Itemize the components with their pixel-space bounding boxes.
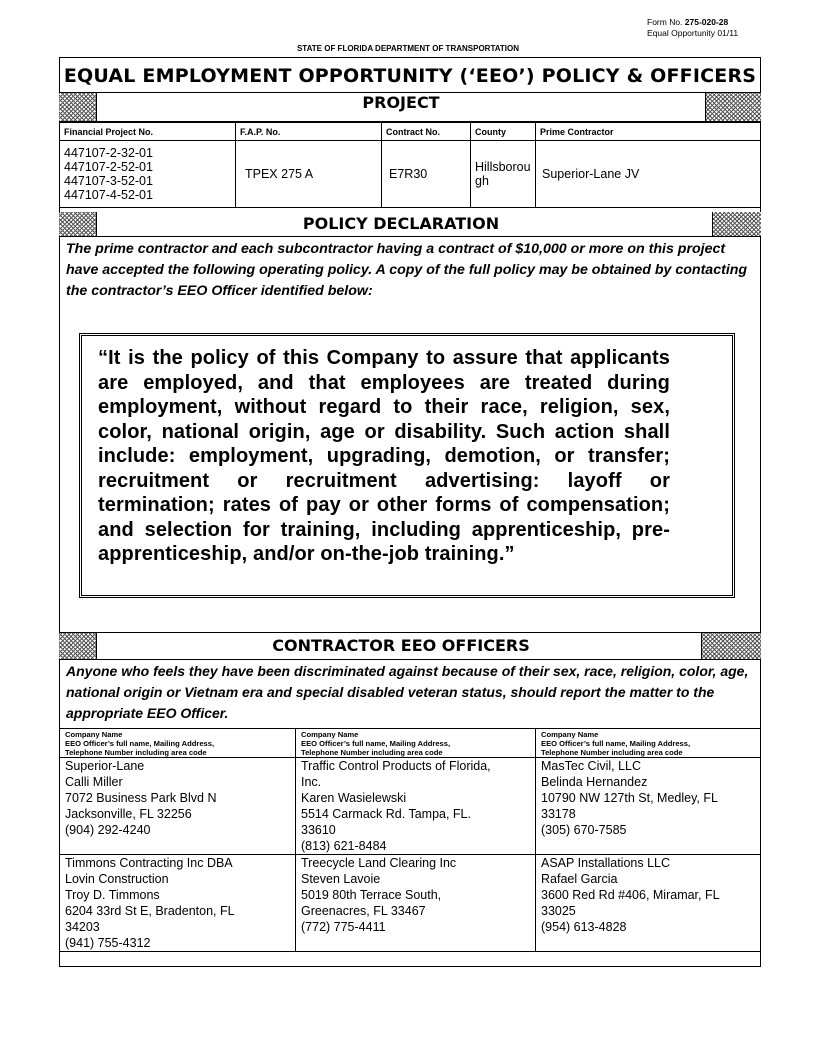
officer-line: (954) 613-4828 [541, 920, 627, 934]
page-title: EQUAL EMPLOYMENT OPPORTUNITY (‘EEO’) POLICY & OFFICERS [59, 57, 761, 93]
officer-line: 5514 Carmack Rd. Tampa, FL. [301, 807, 471, 821]
financial-project-number: 447107-3-52-01 [64, 174, 153, 188]
policy-section-label: POLICY DECLARATION [302, 214, 500, 233]
form-number: 275-020-28 [684, 17, 729, 27]
officer-line: ASAP Installations LLC [541, 856, 671, 870]
officer-line: Inc. [301, 775, 322, 789]
officer-line: (904) 292-4240 [65, 823, 151, 837]
header-line: EEO Officer’s full name, Mailing Address, [541, 739, 691, 748]
header-financial-project: Financial Project No. [60, 123, 236, 141]
project-table [59, 122, 761, 208]
header-line: Telephone Number including area code [301, 748, 443, 757]
officer-line: Steven Lavoie [301, 872, 381, 886]
officer-line: MasTec Civil, LLC [541, 759, 642, 773]
hatch-decoration [705, 93, 761, 121]
officer-line: 10790 NW 127th St, Medley, FL [541, 791, 718, 805]
officer-line: Traffic Control Products of Florida, [301, 759, 491, 773]
officer-line: Treecycle Land Clearing Inc [301, 856, 457, 870]
officer-line: Timmons Contracting Inc DBA [65, 856, 233, 870]
form-subtitle: Equal Opportunity 01/11 [647, 28, 739, 38]
fap-no: TPEX 275 A [236, 141, 382, 208]
officer-line: Rafael Garcia [541, 872, 618, 886]
financial-project-number: 447107-2-52-01 [64, 160, 153, 174]
officer-line: 33025 [541, 904, 576, 918]
officers-table-header [60, 729, 761, 758]
hatch-decoration [59, 633, 97, 659]
officer-line: 7072 Business Park Blvd N [65, 791, 217, 805]
officer-line: 6204 33rd St E, Bradenton, FL [65, 904, 235, 918]
officers-section-bar [59, 633, 761, 660]
officer-line: (813) 621-8484 [301, 839, 387, 853]
officer-line: Superior-Lane [65, 759, 145, 773]
hatch-decoration [701, 633, 761, 659]
officer-entry [296, 758, 536, 855]
county: Hillsborough [471, 141, 536, 208]
financial-project-numbers [60, 141, 236, 208]
form-number-label: Form No. [647, 17, 685, 27]
header-line: Company Name [301, 730, 359, 739]
officer-entry [60, 758, 296, 855]
officer-line: 5019 80th Terrace South, [301, 888, 442, 902]
officers-intro: Anyone who feels they have been discriminated against because of their sex, race, religion, color, age, national origin or Vietnam era and special disabled veteran status, should report the matter to the appropriate EEO Officer. [66, 663, 749, 721]
header-fap-no: F.A.P. No. [236, 123, 382, 141]
department-name: STATE OF FLORIDA DEPARTMENT OF TRANSPORTATION [296, 44, 520, 53]
officer-line: Jacksonville, FL 32256 [65, 807, 192, 821]
officer-line: (772) 775-4411 [301, 920, 386, 934]
officer-column-header [60, 729, 296, 758]
header-line: Telephone Number including area code [65, 748, 207, 757]
project-table-header [60, 123, 761, 141]
officer-line: Calli Miller [65, 775, 123, 789]
officer-column-header [536, 729, 761, 758]
officer-line: Lovin Construction [65, 872, 169, 886]
policy-statement: “It is the policy of this Company to assure that applicants are employed, and that employees are treated during employment, without regard to their race, religion, sex, color, national origin, age or disability. Such action shall include: employment, upgrading, demotion, or transfer; recruitment or recruitment advertising: layoff or termination; rates of pay or other forms of compensation; and selection for training, including apprenticeship, pre-apprenticeship, and/or on-the-job training.” [98, 347, 670, 565]
officer-line: 3600 Red Rd #406, Miramar, FL [541, 888, 720, 902]
officer-entry [60, 855, 296, 952]
officer-entry [536, 855, 761, 952]
project-section-label: PROJECT [362, 93, 440, 112]
officer-line: Greenacres, FL 33467 [301, 904, 426, 918]
contract-no: E7R30 [382, 141, 471, 208]
officer-line: Karen Wasielewski [301, 791, 407, 805]
officer-column-header [296, 729, 536, 758]
header-line: Company Name [65, 730, 123, 739]
header-contract-no: Contract No. [382, 123, 471, 141]
officers-row [60, 855, 761, 952]
financial-project-number: 447107-4-52-01 [64, 188, 153, 202]
hatch-decoration [712, 212, 761, 236]
officer-line: Belinda Hernandez [541, 775, 648, 789]
officer-line: 33610 [301, 823, 336, 837]
officers-section-label: CONTRACTOR EEO OFFICERS [272, 636, 530, 655]
officers-row [60, 758, 761, 855]
officers-table [59, 728, 761, 952]
header-county: County [471, 123, 536, 141]
officer-line: (305) 670-7585 [541, 823, 627, 837]
officer-line: Troy D. Timmons [65, 888, 160, 902]
header-line: Telephone Number including area code [541, 748, 683, 757]
officer-entry [536, 758, 761, 855]
officer-line: 33178 [541, 807, 576, 821]
project-section-bar [59, 93, 761, 122]
financial-project-number: 447107-2-32-01 [64, 146, 153, 160]
form-number-block [647, 17, 757, 39]
policy-intro: The prime contractor and each subcontractor having a contract of $10,000 or more on this project have accepted the following operating policy. A copy of the full policy may be obtained by contacting the contractor’s EEO Officer identified below: [66, 241, 748, 299]
policy-section-bar [59, 212, 761, 237]
officer-line: 34203 [65, 920, 100, 934]
hatch-decoration [59, 212, 97, 236]
hatch-decoration [59, 93, 97, 121]
prime-contractor: Superior-Lane JV [536, 141, 761, 208]
header-line: EEO Officer’s full name, Mailing Address, [65, 739, 215, 748]
header-line: EEO Officer’s full name, Mailing Address, [301, 739, 451, 748]
header-prime-contractor: Prime Contractor [536, 123, 761, 141]
officer-entry [296, 855, 536, 952]
header-line: Company Name [541, 730, 599, 739]
officer-line: (941) 755-4312 [65, 936, 151, 950]
project-table-row [60, 141, 761, 208]
